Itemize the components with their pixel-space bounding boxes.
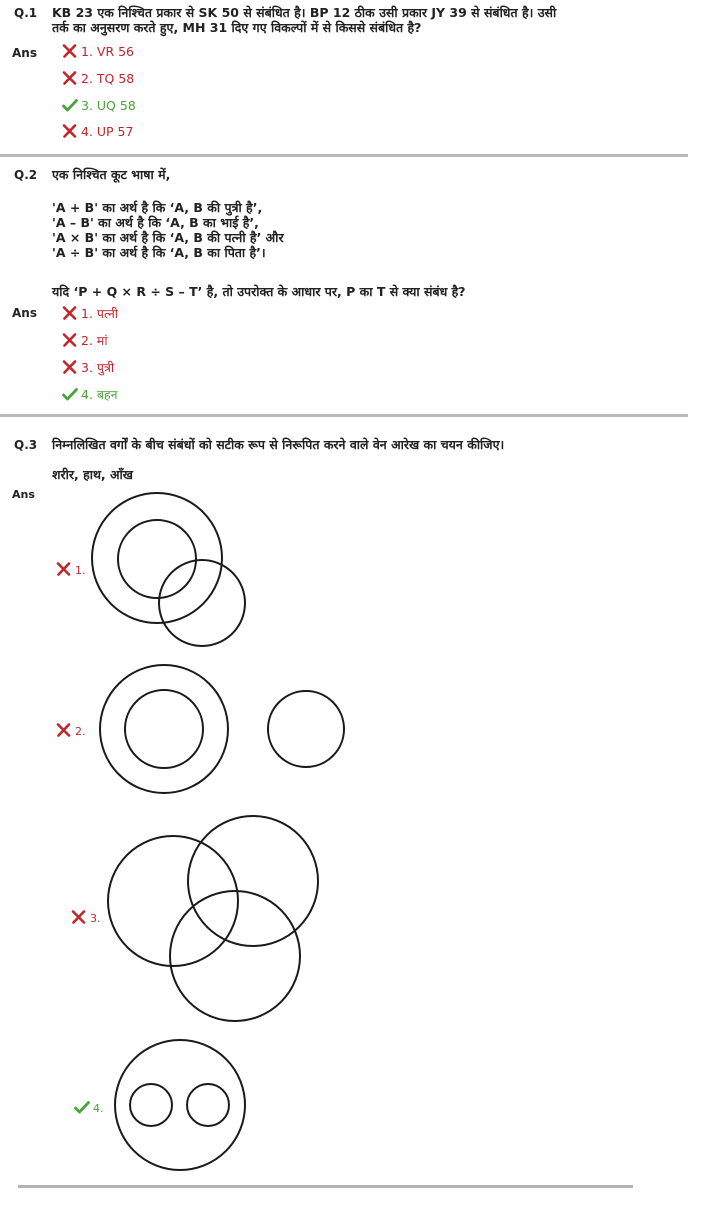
venn-circle: [92, 493, 222, 623]
question-text-line: KB 23 एक निश्चित प्रकार से SK 50 से संबंधित है। BP 12 ठीक उसी प्रकार JY 39 से संबंधित है। उसी: [52, 5, 557, 20]
question-number: Q.2: [14, 168, 38, 182]
venn-circle: [118, 520, 196, 598]
option-label: 4. UP 57: [81, 124, 134, 139]
venn-option-3[interactable]: [108, 816, 318, 1021]
cross-icon: [71, 910, 87, 924]
venn-circle: [115, 1040, 245, 1170]
venn-option-4[interactable]: [115, 1040, 245, 1170]
option-label: 2. मां: [81, 333, 108, 348]
option-label: 1. VR 56: [81, 44, 135, 59]
cross-icon: [56, 723, 72, 737]
venn-circle: [100, 665, 228, 793]
answer-label: Ans: [12, 488, 35, 501]
option-label: 4.: [93, 1102, 104, 1115]
code-line: 'A ÷ B' का अर्थ है कि ‘A, B का पिता है’।: [52, 245, 266, 260]
venn-circle: [187, 1084, 229, 1126]
option-label: 1. पत्नी: [81, 306, 119, 321]
answer-label: Ans: [12, 46, 37, 60]
option-label: 2. TQ 58: [81, 71, 135, 86]
option-label: 2.: [75, 725, 86, 738]
question-text: यदि ‘P + Q × R ÷ S – T’ है, तो उपरोक्त के आधार पर, P का T से क्या संबंध है?: [52, 284, 466, 299]
question-number: Q.3: [14, 438, 38, 452]
option-4[interactable]: [74, 1100, 104, 1115]
option-2[interactable]: [56, 723, 86, 738]
option-label: 3. पुत्री: [81, 360, 115, 375]
option-label: 4. बहन: [81, 387, 118, 402]
question-text: निम्नलिखित वर्गों के बीच संबंधों को सटीक रूप से निरूपित करने वाले वेन आरेख का चयन कीजिए।: [52, 437, 505, 452]
venn-option-2[interactable]: [100, 665, 344, 793]
code-line: 'A × B' का अर्थ है कि ‘A, B की पत्नी है’ और: [52, 230, 284, 245]
venn-circle: [130, 1084, 172, 1126]
code-line: 'A – B' का अर्थ है कि ‘A, B का भाई है’,: [52, 215, 259, 230]
question-text-line: तर्क का अनुसरण करते हुए, MH 31 दिए गए विकल्पों में से किससे संबंधित है?: [52, 20, 422, 35]
venn-circle: [125, 690, 203, 768]
divider: [18, 1185, 633, 1188]
question-number: Q.1: [14, 6, 38, 20]
venn-circle: [170, 891, 300, 1021]
option-label: 3. UQ 58: [81, 98, 136, 113]
venn-circle: [268, 691, 344, 767]
venn-circle: [108, 836, 238, 966]
option-3[interactable]: [71, 910, 101, 925]
option-label: 1.: [75, 564, 86, 577]
option-label: 3.: [90, 912, 101, 925]
code-line: 'A + B' का अर्थ है कि ‘A, B की पुत्री है’,: [52, 200, 263, 215]
venn-option-1[interactable]: [92, 493, 245, 646]
check-icon: [74, 1100, 90, 1114]
question-words: शरीर, हाथ, आँख: [52, 467, 134, 482]
venn-circle: [159, 560, 245, 646]
question-intro: एक निश्चित कूट भाषा में,: [52, 167, 171, 182]
answer-label: Ans: [12, 306, 37, 320]
venn-circle: [188, 816, 318, 946]
